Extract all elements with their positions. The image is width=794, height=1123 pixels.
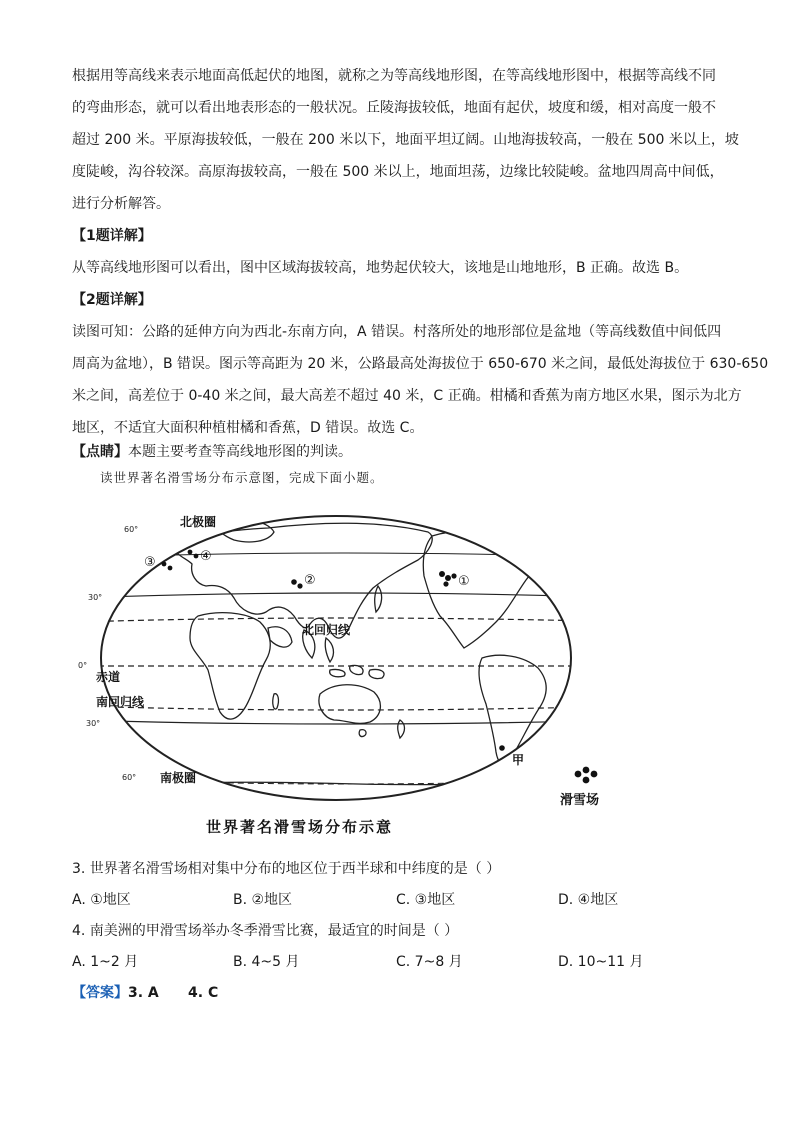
tropic-north-label: 北回归线 <box>302 623 351 637</box>
analysis-line: 的弯曲形态，就可以看出地表形态的一般状况。丘陵海拔较低，地面有起伏，坡度和缓，相对高度一般不 <box>72 100 716 116</box>
question-3-option-a[interactable]: A. ①地区 <box>72 892 131 908</box>
island-outline <box>350 665 363 674</box>
map-frame <box>101 516 571 800</box>
north-america-outline <box>423 530 535 648</box>
answer-section <box>72 982 218 1002</box>
lat-label-30s: 30° <box>86 719 101 728</box>
marker-1-label: ① <box>458 574 470 589</box>
legend-symbol <box>575 767 598 784</box>
marker-4-label: ④ <box>200 549 212 564</box>
lat-label-30n: 30° <box>88 593 103 602</box>
analysis-line: 度陡峻，沟谷较深。高原海拔较高，一般在 500 米以上，地面坦荡，边缘比较陡峻。盆地四周高中间低， <box>72 164 724 180</box>
question-3-option-d[interactable]: D. ④地区 <box>558 892 619 908</box>
comment-text: 本题主要考查等高线地形图的判读。 <box>128 444 352 460</box>
equator-label: 赤道 <box>96 670 121 684</box>
answer-label: 【答案】 <box>72 985 128 1001</box>
eurasia-outline <box>173 523 432 638</box>
australia-outline <box>319 685 380 724</box>
analysis-line: 根据用等高线来表示地面高低起伏的地图，就称之为等高线地形图，在等高线地形图中，根据等高线不同 <box>72 68 716 84</box>
q1-explanation: 从等高线地形图可以看出，图中区域海拔较高，地势起伏较大，该地是山地地形，B 正确。故选 B。 <box>72 260 689 276</box>
ski-cluster-2 <box>291 579 302 588</box>
antarctic-circle-label: 南极圈 <box>160 771 197 785</box>
ski-cluster-4 <box>188 550 199 559</box>
lat-label-60s: 60° <box>122 773 137 782</box>
question-3-option-c[interactable]: C. ③地区 <box>396 892 456 908</box>
island-outline <box>369 669 384 678</box>
answer-text: 3. A 4. C <box>128 985 219 1001</box>
arctic-circle-label: 北极圈 <box>180 515 217 529</box>
q2-section <box>72 284 769 444</box>
ski-cluster-1 <box>439 571 457 587</box>
tropic-south-line <box>78 706 630 710</box>
q1-section <box>72 220 724 284</box>
arabia-outline <box>268 627 292 647</box>
analysis-line: 进行分析解答。 <box>72 196 170 212</box>
question-4-option-d[interactable]: D. 10~11 月 <box>558 954 644 970</box>
tasmania-outline <box>359 730 366 737</box>
lat-label-0: 0° <box>78 661 88 670</box>
south-america-outline <box>479 655 546 764</box>
new-zealand-outline <box>398 720 405 738</box>
ski-cluster-jia <box>499 745 505 751</box>
map-caption: 世界著名滑雪场分布示意 <box>206 818 394 836</box>
question-3-option-b[interactable]: B. ②地区 <box>233 892 293 908</box>
tropic-south-label: 南回归线 <box>96 695 145 709</box>
question-3-stem: 3. 世界著名滑雪场相对集中分布的地区位于西半球和中纬度的是（ ） <box>72 861 501 877</box>
world-ski-map <box>78 498 630 843</box>
q2-line: 读图可知：公路的延伸方向为西北-东南方向，A 错误。村落所处的地形部位是盆地（等高线数值中间低四 <box>72 324 722 340</box>
question-4-option-b[interactable]: B. 4~5 月 <box>233 954 300 970</box>
analysis-paragraph <box>72 60 739 220</box>
q2-line: 米之间，高差位于 0-40 米之间，最大高差不超过 40 米，C 正确。柑橘和香蕉为南方地区水果，图示为北方 <box>72 388 742 404</box>
q2-line: 地区，不适宜大面积种植柑橘和香蕉，D 错误。故选 C。 <box>72 420 424 436</box>
analysis-line: 超过 200 米。平原海拔较低，一般在 200 米以下，地面平坦辽阔。山地海拔较高，一般在 500 米以上，坡 <box>72 132 739 148</box>
lat-label-60n: 60° <box>124 525 139 534</box>
indochina-outline <box>325 638 333 662</box>
lat-60n-line <box>78 553 630 558</box>
question-4-option-a[interactable]: A. 1~2 月 <box>72 954 139 970</box>
question-4-option-c[interactable]: C. 7~8 月 <box>396 954 463 970</box>
comment-heading: 【点睛】 <box>72 444 128 460</box>
marker-3-label: ③ <box>144 555 156 570</box>
question-4-stem: 4. 南美洲的甲滑雪场举办冬季滑雪比赛，最适宜的时间是（ ） <box>72 923 459 939</box>
madagascar-outline <box>273 694 279 709</box>
ski-cluster-3 <box>162 562 173 571</box>
map-intro: 读世界著名滑雪场分布示意图，完成下面小题。 <box>100 470 384 485</box>
japan-outline <box>375 586 382 612</box>
legend-label: 滑雪场 <box>560 793 600 808</box>
q2-heading: 【2题详解】 <box>72 292 152 308</box>
q2-line: 周高为盆地），B 错误。图示等高距为 20 米，公路最高处海拔位于 650-670 米之间，最低处海拔位于 630-650 <box>72 356 769 372</box>
marker-jia-label: 甲 <box>512 753 525 767</box>
comment-section <box>72 436 724 468</box>
marker-2-label: ② <box>304 573 316 588</box>
island-outline <box>330 669 345 676</box>
q1-heading: 【1题详解】 <box>72 228 152 244</box>
